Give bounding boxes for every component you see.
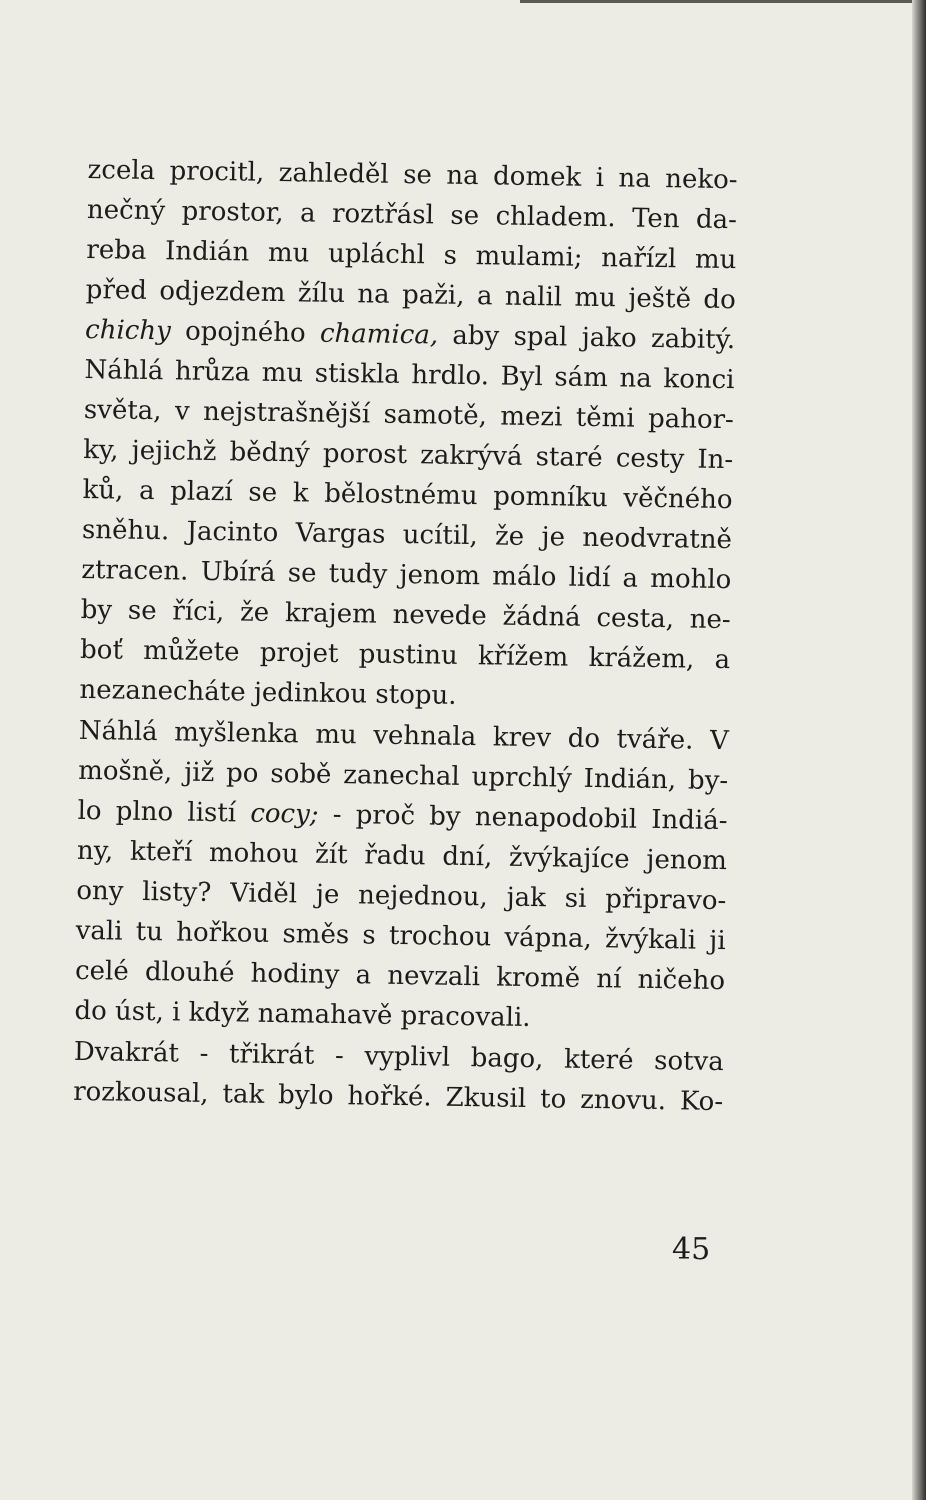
- text-segment: aby spal jako zabitý.: [437, 320, 736, 356]
- italic-term: chamica,: [319, 318, 439, 351]
- text-segment: opojného: [170, 316, 321, 349]
- text-line: ny, kteří mohou žít řadu dní, žvýkajíce jenom: [76, 835, 728, 877]
- text-line: ztracen. Ubírá se tudy jenom málo lidí a mohlo: [81, 554, 732, 596]
- text-line: ky, jejichž bědný porost zakrývá staré cesty In-: [83, 434, 734, 476]
- text-segment: lo plno listí: [77, 795, 251, 829]
- text-line: by se říci, že krajem nevede žádná cesta, ne-: [80, 594, 731, 636]
- text-line: mošně, již po sobě zanechal uprchlý Indián, by-: [78, 755, 729, 797]
- text-line: nezanecháte jedinkou stopu.: [79, 674, 457, 711]
- text-line: Náhlá myšlenka mu vehnala krev do tváře. V: [78, 715, 730, 757]
- paragraph: [79, 150, 738, 720]
- text-line: Dvakrát - třikrát - vyplivl bago, které sotva: [73, 1036, 724, 1078]
- text-line: Náhlá hrůza mu stiskla hrdlo. Byl sám na konci: [84, 354, 735, 396]
- text-line: před odjezdem žílu na paži, a nalil mu ještě do: [85, 274, 736, 316]
- text-line: ony listy? Viděl je nejednou, jak si připravo-: [76, 875, 727, 917]
- text-line: do úst, i když namahavě pracovali.: [74, 995, 531, 1034]
- paragraph: [73, 1032, 724, 1122]
- text-line: reba Indián mu upláchl s mulami; nařízl mu: [86, 234, 737, 276]
- text-line: nečný prostor, a roztřásl se chladem. Ten da-: [86, 194, 738, 236]
- text-line: světa, v nejstrašnější samotě, mezi těmi pahor-: [83, 394, 735, 436]
- top-edge-shadow: [520, 0, 912, 3]
- italic-term: cocy;: [250, 798, 319, 830]
- text-line: boť můžete projet pustinu křížem krážem, a: [79, 634, 731, 676]
- paragraph: [74, 711, 729, 1041]
- text-line: vali tu hořkou směs s trochou vápna, žvýkali ji: [75, 915, 726, 957]
- text-line: celé dlouhé hodiny a nevzali kromě ní ničeho: [74, 955, 726, 997]
- page-edge-shadow: [912, 0, 926, 1500]
- text-segment: - proč by nenapodobil Indiá-: [318, 799, 728, 837]
- text-line: zcela procitl, zahleděl se na domek i na neko-: [87, 154, 738, 196]
- page-number: 45: [672, 1232, 711, 1267]
- text-line: rozkousal, tak bylo hořké. Zkusil to znovu. Ko-: [72, 1076, 724, 1118]
- italic-term: chichy: [84, 314, 172, 347]
- text-line: ků, a plazí se k bělostnému pomníku věčného: [82, 474, 733, 516]
- body-text: [73, 150, 738, 1123]
- text-line: sněhu. Jacinto Vargas ucítil, že je neodvratně: [81, 514, 733, 556]
